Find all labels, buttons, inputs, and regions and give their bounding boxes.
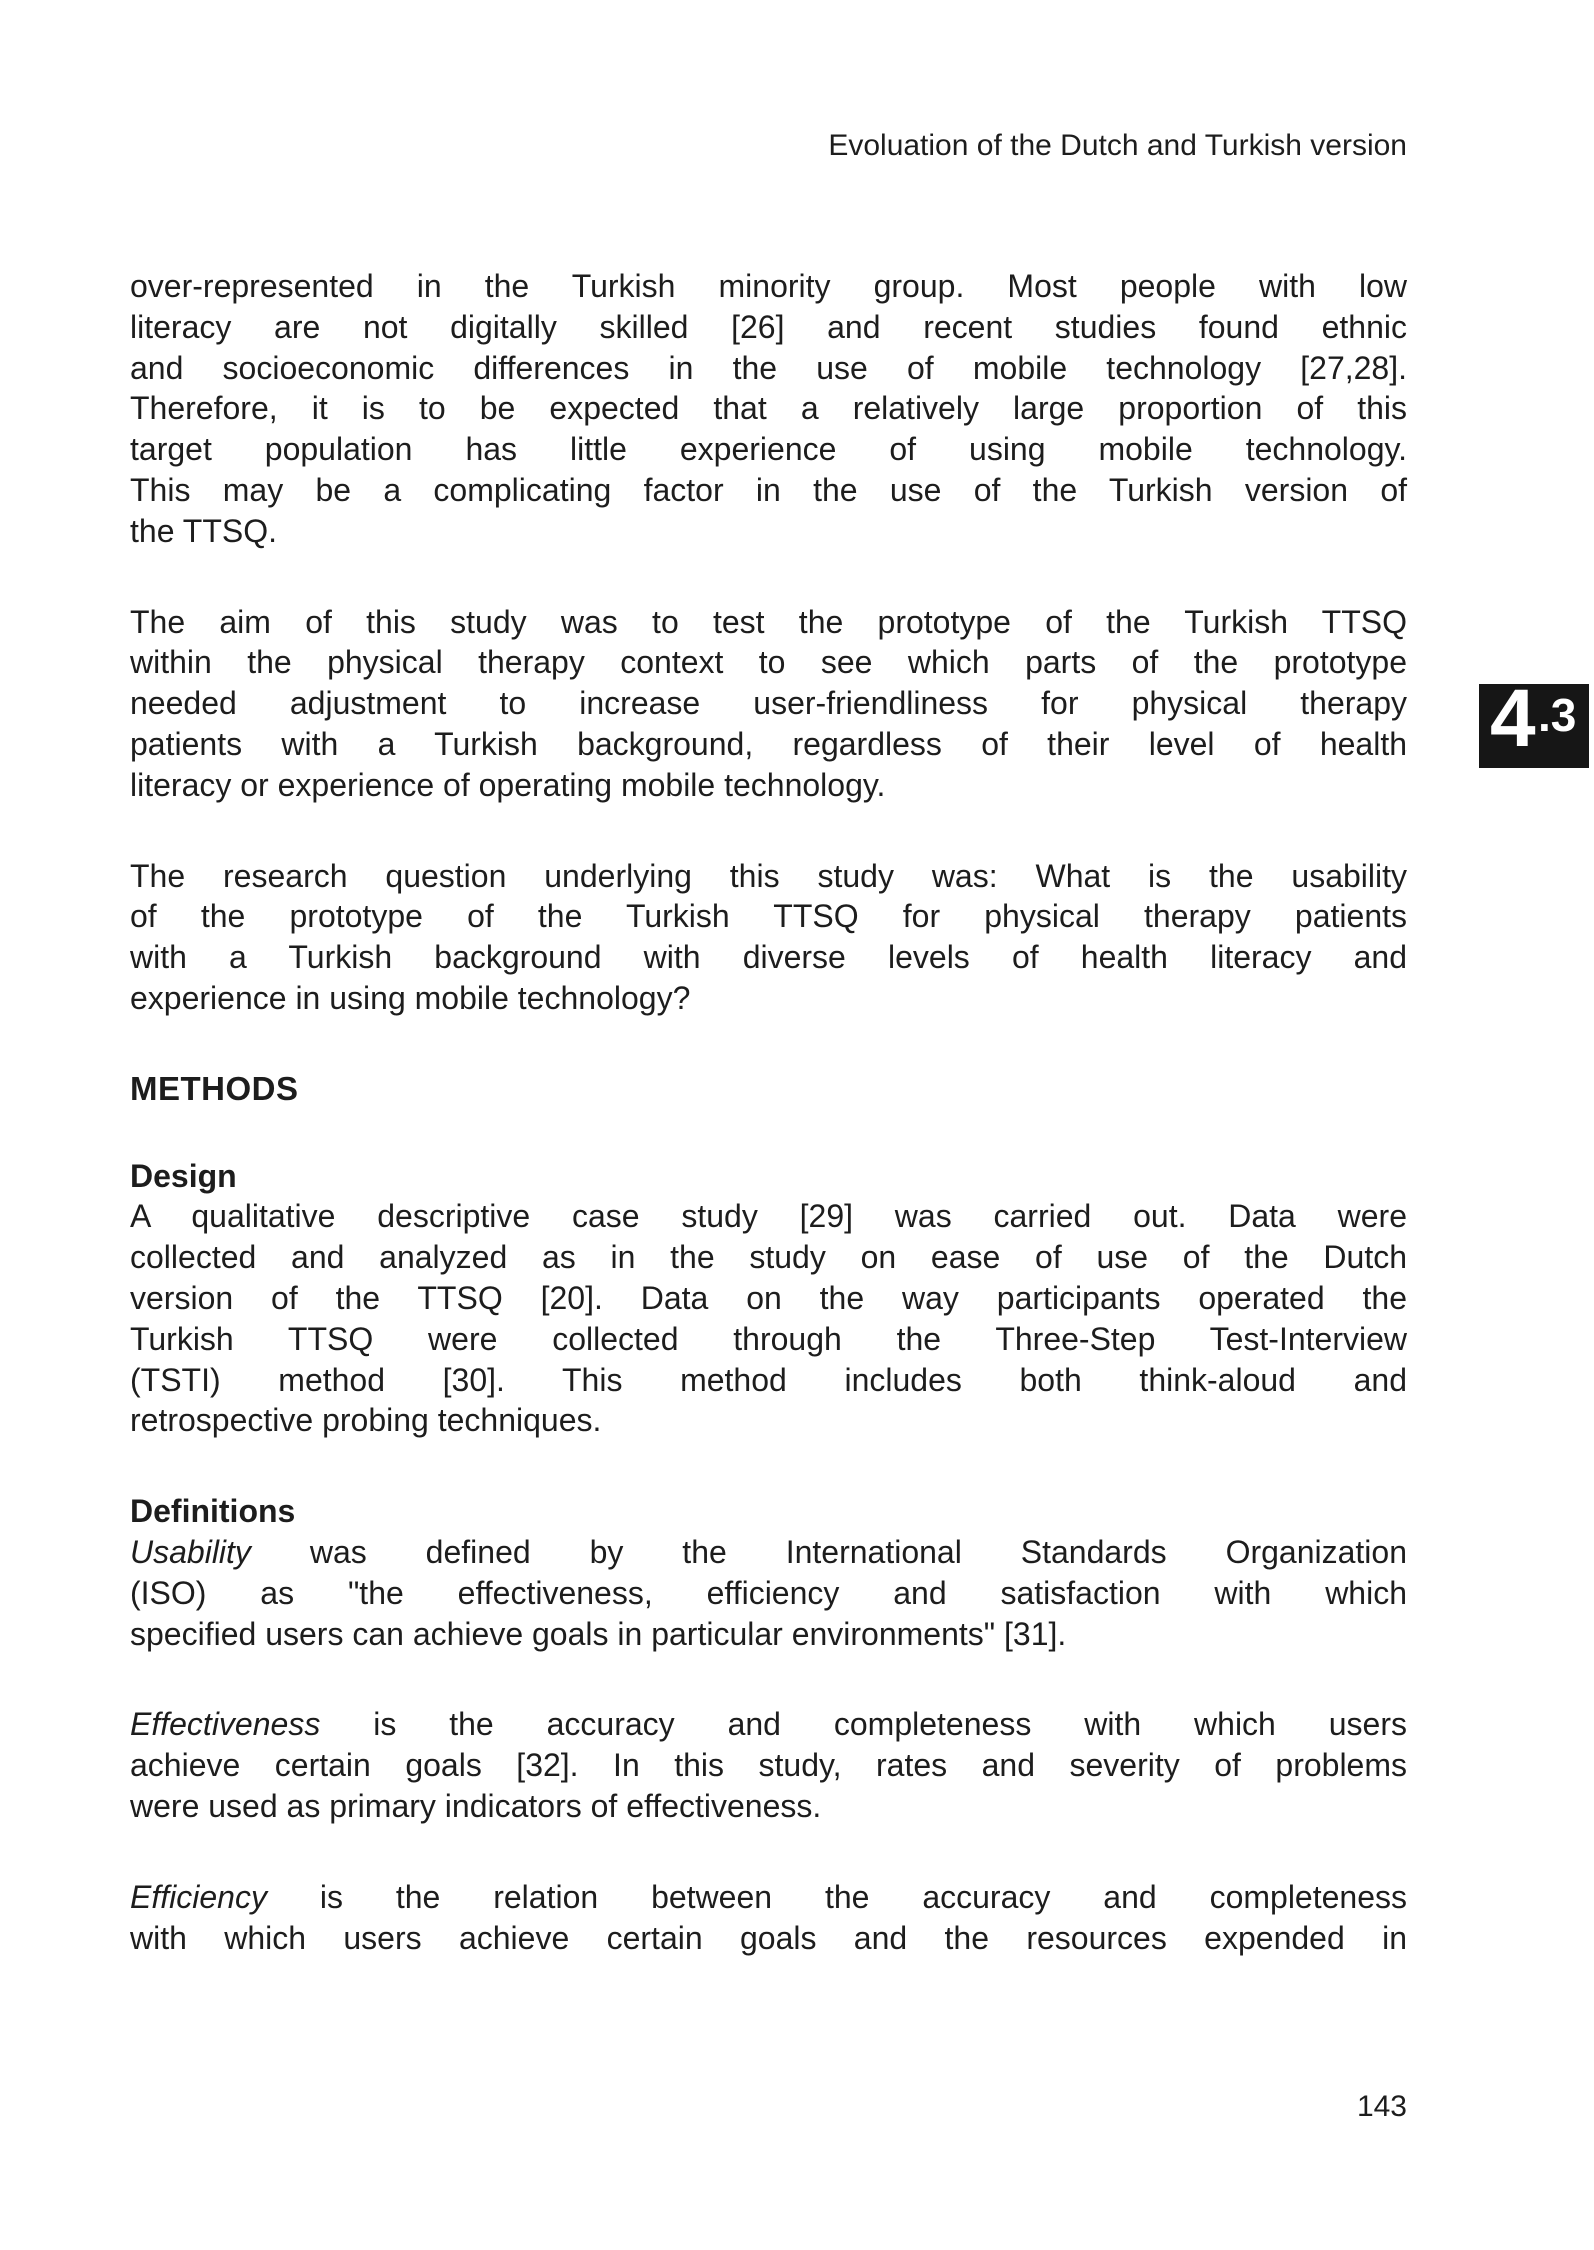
text-line: literacy or experience of operating mobile technology. <box>130 766 886 803</box>
text-line: Efficiency is the relation between the accuracy and completeness <box>130 1878 1407 1915</box>
body-paragraph <box>130 1704 1407 1826</box>
body-paragraph <box>130 602 1407 806</box>
text-line: (TSTI) method [30]. This method includes both think-aloud and <box>130 1361 1407 1398</box>
text-line: and socioeconomic differences in the use of mobile technology [27,28]. <box>130 349 1407 386</box>
chapter-tab <box>1479 673 1589 768</box>
text-line: retrospective probing techniques. <box>130 1402 602 1439</box>
sub-heading-definitions: Definitions <box>130 1493 296 1530</box>
text-line: the TTSQ. <box>130 512 278 549</box>
text-line: The aim of this study was to test the prototype of the Turkish TTSQ <box>130 603 1407 640</box>
text-line: were used as primary indicators of effectiveness. <box>130 1787 822 1824</box>
page-number: 143 <box>1356 2090 1407 2123</box>
italic-term: Usability <box>130 1533 251 1570</box>
text-line: with a Turkish background with diverse levels of health literacy and <box>130 939 1407 976</box>
text-line: with which users achieve certain goals and the resources expended in <box>130 1919 1407 1956</box>
body-paragraph <box>130 266 1407 552</box>
chapter-section-number: .3 <box>1538 689 1577 741</box>
text-line: version of the TTSQ [20]. Data on the way participants operated the <box>130 1279 1407 1316</box>
sub-heading-design: Design <box>130 1157 237 1194</box>
text-line: The research question underlying this study was: What is the usability <box>130 857 1407 894</box>
body-paragraph <box>130 1877 1407 1959</box>
text-line: patients with a Turkish background, regardless of their level of health <box>130 725 1407 762</box>
text-line: (ISO) as "the effectiveness, efficiency and satisfaction with which <box>130 1574 1407 1611</box>
section-heading-methods: METHODS <box>130 1069 299 1107</box>
body-paragraph <box>130 1196 1407 1441</box>
body-paragraph <box>130 1532 1407 1654</box>
text-line: over-represented in the Turkish minority group. Most people with low <box>130 268 1407 304</box>
text-line: collected and analyzed as in the study on ease of use of the Dutch <box>130 1239 1407 1276</box>
text-line: A qualitative descriptive case study [29] was carried out. Data were <box>130 1198 1407 1235</box>
content-column <box>130 266 1407 2008</box>
body-paragraph <box>130 856 1407 1019</box>
text-line: experience in using mobile technology? <box>130 979 691 1016</box>
text-line: needed adjustment to increase user-friendliness for physical therapy <box>130 685 1407 722</box>
text-line: This may be a complicating factor in the use of the Turkish version of <box>130 471 1407 508</box>
italic-term: Effectiveness <box>130 1706 321 1743</box>
text-line: of the prototype of the Turkish TTSQ for physical therapy patients <box>130 898 1407 935</box>
text-line: Therefore, it is to be expected that a relatively large proportion of this <box>130 390 1407 427</box>
text-line: specified users can achieve goals in particular environments" [31]. <box>130 1615 1067 1652</box>
text-line: within the physical therapy context to see which parts of the prototype <box>130 644 1407 681</box>
text-line: Effectiveness is the accuracy and completeness with which users <box>130 1706 1407 1743</box>
running-header: Evoluation of the Dutch and Turkish version <box>828 129 1407 162</box>
text-line: literacy are not digitally skilled [26] and recent studies found ethnic <box>130 308 1407 345</box>
italic-term: Efficiency <box>130 1878 267 1915</box>
chapter-number: 4 <box>1490 673 1536 764</box>
text-line: achieve certain goals [32]. In this study, rates and severity of problems <box>130 1747 1407 1784</box>
text-line: target population has little experience of using mobile technology. <box>130 431 1407 468</box>
text-line: Usability was defined by the International Standards Organization <box>130 1533 1407 1570</box>
text-line: Turkish TTSQ were collected through the Three-Step Test-Interview <box>130 1320 1407 1357</box>
